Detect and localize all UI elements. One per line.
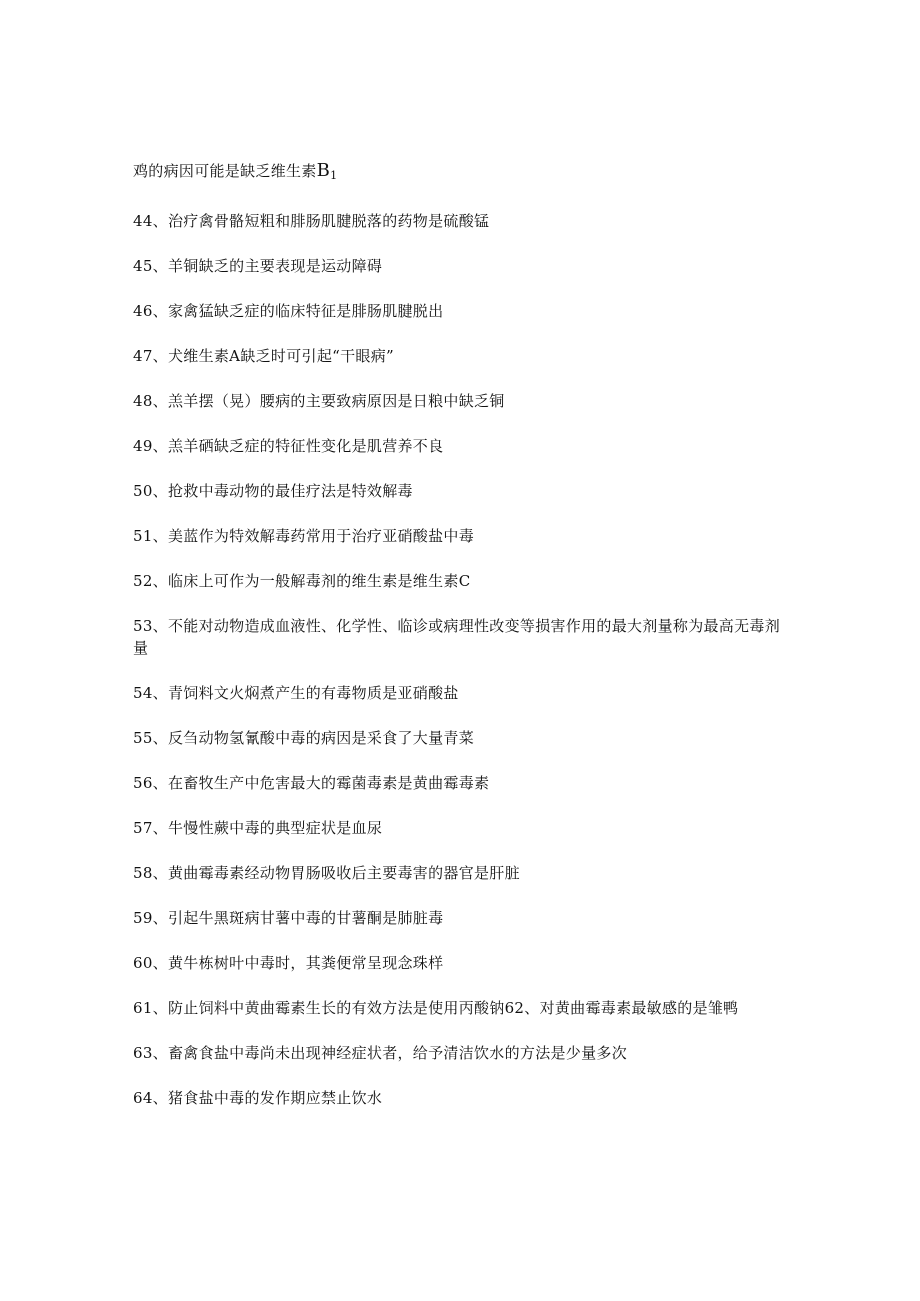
- item-63: 63、畜禽食盐中毒尚未出现神经症状者，给予清洁饮水的方法是少量多次: [133, 1044, 627, 1062]
- item-49: 49、羔羊硒缺乏症的特征性变化是肌营养不良: [133, 437, 444, 455]
- item-60: 60、黄牛栋树叶中毒时，其粪便常呈现念珠样: [133, 954, 444, 972]
- item-44: 44、治疗禽骨骼短粗和腓肠肌腱脱落的药物是硫酸锰: [133, 212, 490, 230]
- item-45: 45、羊铜缺乏的主要表现是运动障碍: [133, 257, 383, 275]
- item-46: 46、家禽猛缺乏症的临床特征是腓肠肌腱脱出: [133, 302, 444, 320]
- vitamin-subscript: 1: [330, 169, 338, 182]
- item-58: 58、黄曲霉毒素经动物胃肠吸收后主要毒害的器官是肝脏: [133, 864, 520, 882]
- document-body: [133, 160, 788, 1132]
- item-47: 47、犬维生素A缺乏时可引起“干眼病”: [133, 347, 394, 365]
- item-56: 56、在畜牧生产中危害最大的霉菌毒素是黄曲霉毒素: [133, 774, 490, 792]
- item-52: 52、临床上可作为一般解毒剂的维生素是维生素C: [133, 572, 471, 590]
- item-51: 51、美蓝作为特效解毒药常用于治疗亚硝酸盐中毒: [133, 527, 474, 545]
- item-48: 48、羔羊摆（晃）腰病的主要致病原因是日粮中缺乏铜: [133, 392, 505, 410]
- item-53: 53、不能对动物造成血液性、化学性、临诊或病理性改变等损害作用的最大剂量称为最高无毒剂量: [133, 617, 780, 657]
- item-57: 57、牛慢性蕨中毒的典型症状是血尿: [133, 819, 383, 837]
- line-vitamin-b1: [133, 160, 788, 187]
- line-text: 鸡的病因可能是缺乏维生素: [133, 162, 317, 180]
- item-55: 55、反刍动物氢氰酸中毒的病因是采食了大量青菜: [133, 729, 474, 747]
- item-61-62: 61、防止饲料中黄曲霉素生长的有效方法是使用丙酸钠62、对黄曲霉毒素最敏感的是雏鸭: [133, 999, 739, 1017]
- vitamin-letter: B: [316, 160, 331, 181]
- item-50: 50、抢救中毒动物的最佳疗法是特效解毒: [133, 482, 413, 500]
- item-64: 64、猪食盐中毒的发作期应禁止饮水: [133, 1089, 383, 1107]
- item-59: 59、引起牛黑斑病甘薯中毒的甘薯酮是肺脏毒: [133, 909, 444, 927]
- item-54: 54、青饲料文火焖煮产生的有毒物质是亚硝酸盐: [133, 684, 459, 702]
